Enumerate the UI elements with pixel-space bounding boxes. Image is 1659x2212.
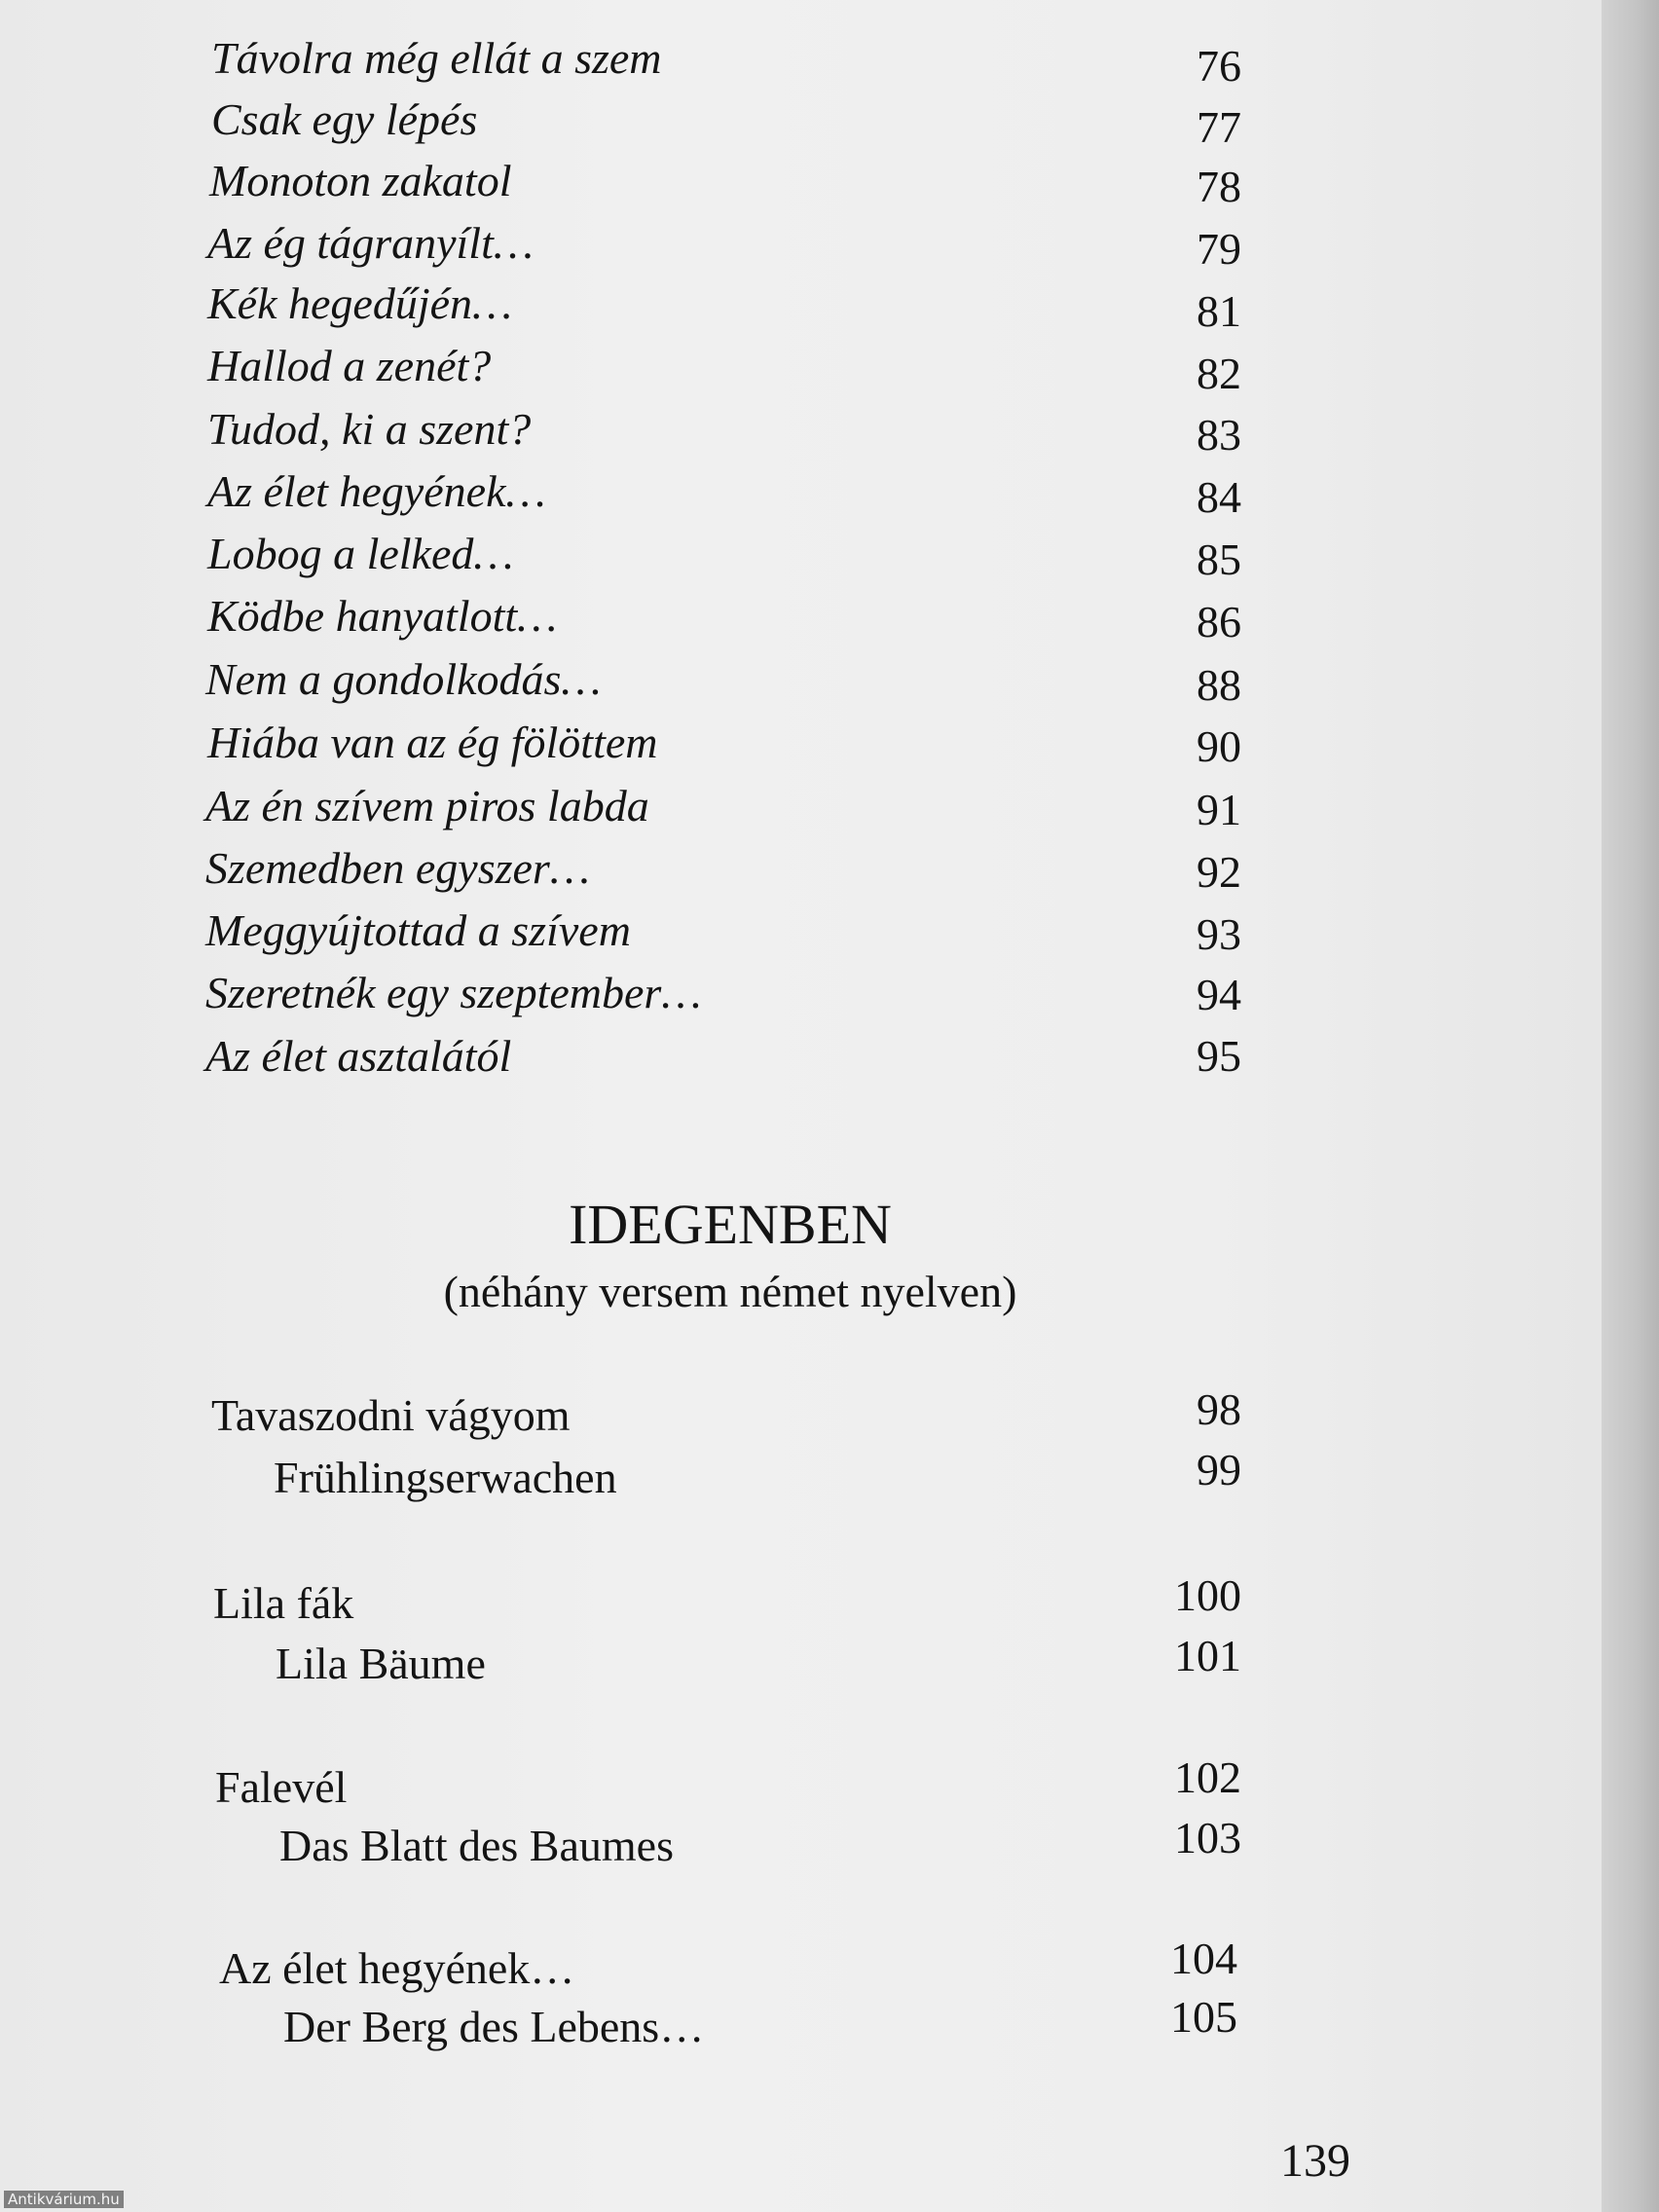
toc-entry-title: Az élet asztalától bbox=[205, 1031, 512, 1081]
toc-entry-title: Az élet hegyének… bbox=[219, 1943, 575, 1993]
toc-entry bbox=[205, 777, 1241, 835]
toc-entry-title: Távolra még ellát a szem bbox=[211, 33, 662, 83]
toc-entry bbox=[207, 462, 1241, 521]
toc-entry bbox=[211, 29, 1241, 91]
toc-entry-hungarian bbox=[215, 1752, 1241, 1817]
toc-entry-page: 100 bbox=[1174, 1570, 1241, 1620]
toc-entry bbox=[205, 964, 1241, 1022]
toc-entry-page: 99 bbox=[1197, 1445, 1241, 1494]
toc-entry-title: Tavaszodni vágyom bbox=[211, 1390, 571, 1440]
toc-entry-page: 79 bbox=[1197, 224, 1241, 274]
toc-entry-german bbox=[283, 1992, 1237, 2056]
toc-entry bbox=[205, 902, 1241, 960]
toc-entry bbox=[207, 214, 1241, 273]
toc-entry bbox=[207, 275, 1241, 336]
toc-entry-page: 77 bbox=[1197, 102, 1241, 152]
toc-entry bbox=[207, 714, 1241, 772]
toc-entry-page: 84 bbox=[1197, 472, 1241, 522]
toc-entry bbox=[205, 839, 1241, 898]
toc-entry-title: Lobog a lelked… bbox=[207, 529, 514, 578]
toc-entry-title: Frühlingserwachen bbox=[274, 1453, 617, 1502]
toc-entry-page: 88 bbox=[1197, 660, 1241, 710]
toc-entry bbox=[207, 337, 1241, 398]
toc-entry bbox=[207, 525, 1241, 583]
toc-entry-title: Das Blatt des Baumes bbox=[279, 1821, 674, 1870]
toc-entry-page: 83 bbox=[1197, 410, 1241, 460]
toc-entry-page: 101 bbox=[1174, 1631, 1241, 1680]
toc-entry-title: Lila fák bbox=[213, 1578, 354, 1628]
toc-entry-hungarian bbox=[219, 1934, 1237, 1998]
toc-entry-title: Az ég tágranyílt… bbox=[207, 218, 534, 268]
toc-entry-title: Monoton zakatol bbox=[209, 156, 512, 205]
toc-entry-title: Csak egy lépés bbox=[211, 94, 478, 144]
page-edge-shadow bbox=[1602, 0, 1659, 2212]
toc-entry-hungarian bbox=[213, 1570, 1241, 1633]
toc-entry-title: Hallod a zenét? bbox=[207, 341, 492, 390]
toc-entry-page: 102 bbox=[1174, 1752, 1241, 1802]
toc-entry-title: Szemedben egyszer… bbox=[205, 843, 590, 893]
toc-entry-page: 105 bbox=[1170, 1992, 1237, 2042]
page-number: 139 bbox=[1280, 2135, 1350, 2187]
toc-entry-title: Kék hegedűjén… bbox=[207, 278, 512, 328]
toc-entry-page: 92 bbox=[1197, 847, 1241, 897]
toc-entry-page: 78 bbox=[1197, 162, 1241, 211]
toc-entry-page: 103 bbox=[1174, 1813, 1241, 1862]
toc-entry-page: 104 bbox=[1170, 1934, 1237, 1983]
section-subheading: (néhány versem német nyelven) bbox=[443, 1267, 1017, 1316]
toc-entry bbox=[211, 91, 1241, 152]
toc-entry bbox=[207, 587, 1241, 645]
toc-entry-title: Szeretnék egy szeptember… bbox=[205, 968, 702, 1017]
toc-entry-title: Ködbe hanyatlott… bbox=[207, 591, 558, 641]
toc-entry-title: Az élet hegyének… bbox=[207, 466, 546, 516]
toc-entry-title: Lila Bäume bbox=[276, 1639, 486, 1688]
toc-entry bbox=[205, 1027, 1241, 1086]
toc-entry-page: 90 bbox=[1197, 721, 1241, 771]
toc-entry-german bbox=[274, 1445, 1241, 1507]
toc-entry-title: Der Berg des Lebens… bbox=[283, 2002, 705, 2051]
toc-entry-page: 76 bbox=[1197, 41, 1241, 91]
toc-entry bbox=[209, 152, 1241, 210]
toc-entry-page: 93 bbox=[1197, 909, 1241, 959]
toc-entry-title: Nem a gondolkodás… bbox=[205, 654, 602, 704]
toc-entry bbox=[207, 400, 1241, 459]
toc-entry-title: Hiába van az ég fölöttem bbox=[207, 718, 658, 767]
toc-entry-title: Falevél bbox=[215, 1762, 348, 1812]
toc-entry-title: Az én szívem piros labda bbox=[205, 781, 649, 830]
section-heading: IDEGENBEN bbox=[569, 1193, 892, 1256]
watermark: Antikvárium.hu bbox=[4, 2191, 124, 2208]
toc-entry-page: 94 bbox=[1197, 970, 1241, 1019]
toc-entry bbox=[205, 650, 1241, 709]
toc-entry-page: 91 bbox=[1197, 785, 1241, 834]
toc-entry-title: Meggyújtottad a szívem bbox=[205, 905, 631, 955]
toc-entry-page: 98 bbox=[1197, 1384, 1241, 1434]
toc-entry-page: 86 bbox=[1197, 597, 1241, 646]
toc-entry-title: Tudod, ki a szent? bbox=[207, 404, 532, 454]
toc-entry-page: 85 bbox=[1197, 535, 1241, 584]
toc-entry-page: 82 bbox=[1197, 349, 1241, 398]
toc-entry-page: 81 bbox=[1197, 286, 1241, 336]
toc-entry-page: 95 bbox=[1197, 1031, 1241, 1081]
toc-entry-hungarian bbox=[211, 1386, 1241, 1445]
toc-entry-german bbox=[276, 1631, 1241, 1693]
toc-entry-german bbox=[279, 1813, 1241, 1875]
